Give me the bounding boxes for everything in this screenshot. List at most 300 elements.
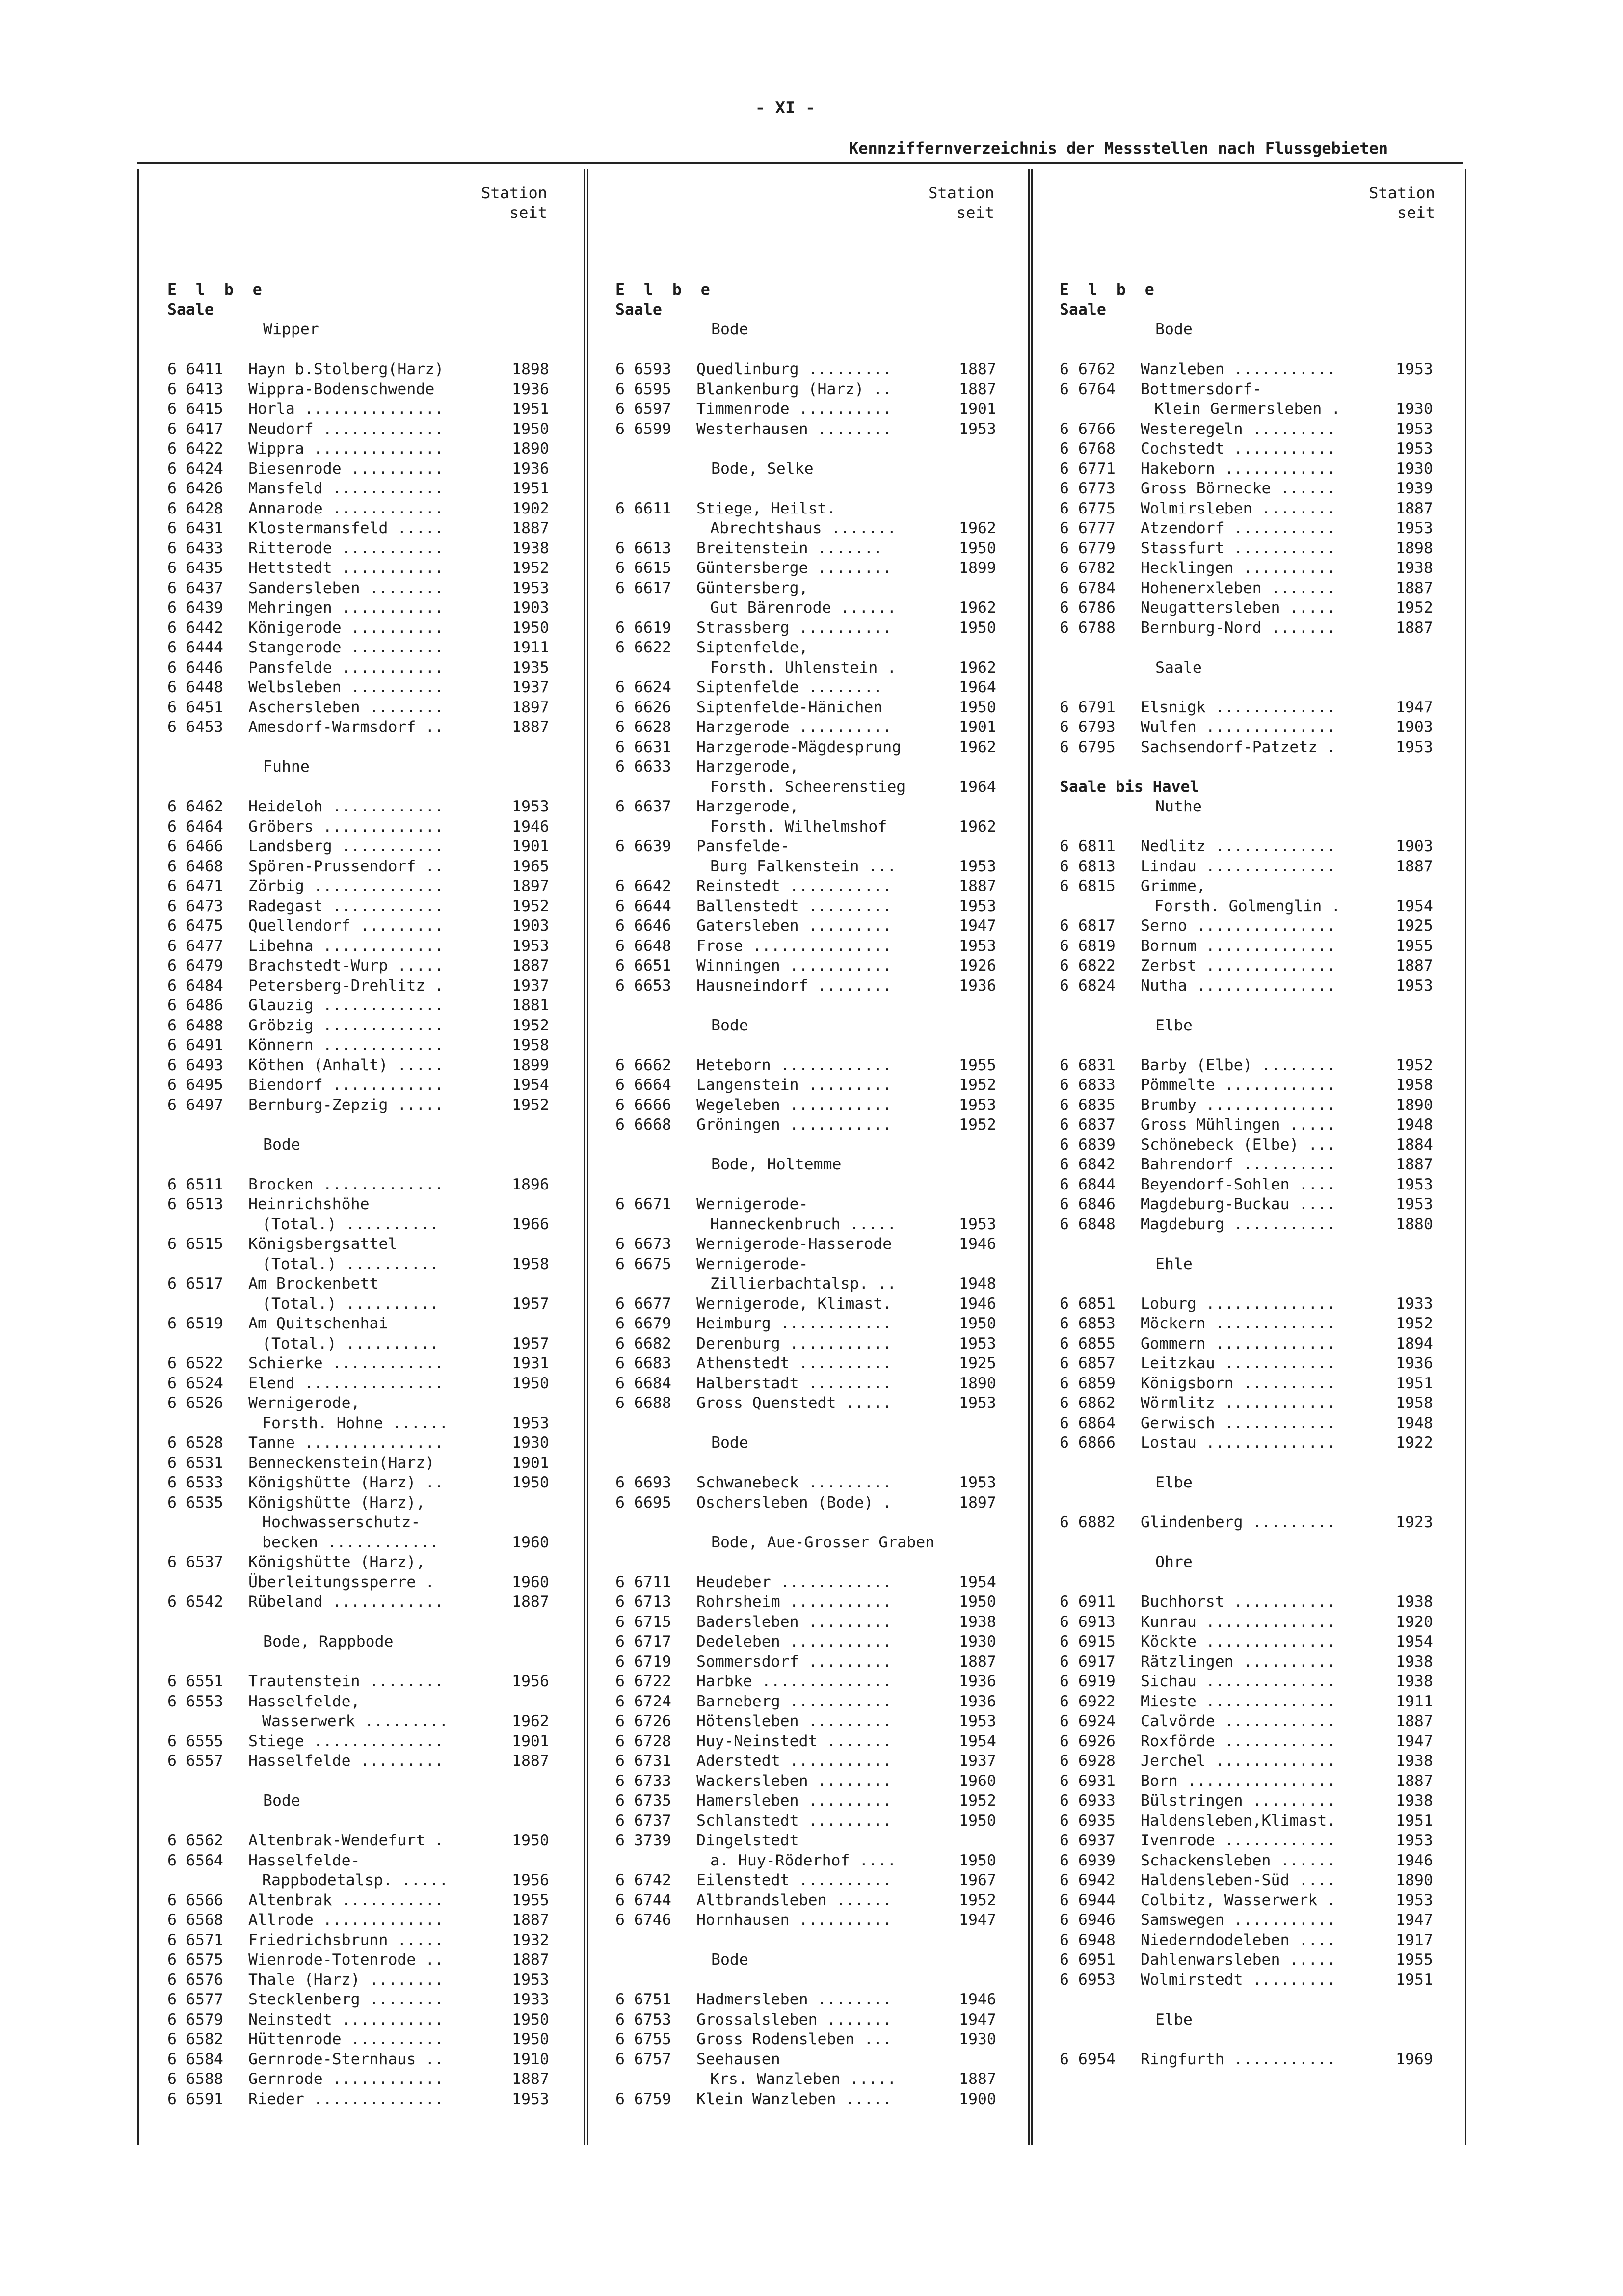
- station-code: 6 6931: [1060, 1772, 1116, 1790]
- station-since-year: 1925: [1396, 917, 1433, 935]
- station-row: [167, 1672, 566, 1692]
- station-row: [615, 1731, 1013, 1752]
- station-name: Neugattersleben .....: [1141, 599, 1336, 617]
- station-code: 6 6533: [167, 1474, 223, 1491]
- station-code: 6 6753: [615, 2010, 671, 2028]
- station-code: 6 6493: [167, 1056, 223, 1074]
- spacer: [615, 340, 1013, 360]
- station-since-year: 1962: [959, 599, 996, 617]
- station-row: [615, 1215, 1013, 1235]
- station-row: [167, 1334, 566, 1354]
- subbasin-heading: Bode: [711, 321, 748, 338]
- station-since-year: 1950: [959, 1811, 996, 1830]
- station-name: Sandersleben ........: [248, 579, 444, 597]
- station-row: [167, 2050, 566, 2070]
- station-row: [1060, 976, 1450, 996]
- station-since-year: 1887: [512, 1593, 549, 1611]
- station-code: [615, 598, 696, 618]
- station-row: [615, 1194, 1013, 1215]
- station-code: [167, 1413, 248, 1433]
- station-since-year: 1950: [512, 420, 549, 438]
- station-since-year: 1911: [512, 639, 549, 656]
- station-since-year: 1960: [512, 1533, 549, 1551]
- basin-heading: Saale: [615, 300, 662, 319]
- station-name: Serno ...............: [1141, 917, 1336, 935]
- station-since-year: 1938: [512, 539, 549, 557]
- station-code: 6 6764: [1060, 380, 1116, 398]
- station-row: [615, 1314, 1013, 1334]
- station-code: 6 6855: [1060, 1334, 1116, 1352]
- station-name: Köckte ..............: [1141, 1633, 1336, 1650]
- station-code: 6 6462: [167, 798, 223, 815]
- station-name: Bottmersdorf-: [1141, 380, 1262, 398]
- station-code: 6 6677: [615, 1295, 671, 1313]
- station-code: 6 6477: [167, 937, 223, 955]
- station-row: [167, 1970, 566, 1990]
- station-code: 6 6926: [1060, 1732, 1116, 1750]
- station-name: Forsth. Hohne ......: [262, 1414, 449, 1432]
- station-row: [167, 2010, 566, 2030]
- station-row: [1060, 837, 1450, 857]
- station-row: [167, 1413, 566, 1433]
- station-since-year: [506, 1552, 566, 1572]
- station-code: 6 6617: [615, 579, 671, 597]
- station-since-year: 1946: [959, 1295, 996, 1313]
- station-row: [1060, 1891, 1450, 1911]
- station-name: Sommersdorf .........: [696, 1652, 892, 1671]
- spacer: [167, 777, 566, 797]
- station-row: [1060, 618, 1450, 638]
- station-row: [1060, 1513, 1450, 1533]
- station-name: Harzgerode,: [696, 798, 799, 815]
- station-since-year: 1930: [512, 1434, 549, 1452]
- station-code: 6 6584: [167, 2050, 223, 2068]
- station-since-year: 1887: [959, 360, 996, 378]
- station-name: Calvörde ............: [1141, 1712, 1336, 1730]
- station-name: Rieder ..............: [248, 2090, 444, 2108]
- station-row: [615, 916, 1013, 936]
- station-row: [167, 1194, 566, 1215]
- station-row: [615, 1095, 1013, 1115]
- station-row: [1060, 876, 1450, 896]
- station-code: 6 6824: [1060, 976, 1116, 995]
- station-row: [615, 1672, 1013, 1692]
- spacer: [615, 996, 1013, 1016]
- spacer: [1060, 1533, 1450, 1553]
- station-code: 6 6919: [1060, 1673, 1116, 1690]
- station-row: [615, 2029, 1013, 2050]
- station-since-year: 1920: [1396, 1613, 1433, 1631]
- station-name: Forsth. Golmenglin .: [1154, 897, 1341, 915]
- station-code: 6 6633: [615, 758, 671, 776]
- station-code: 6 6731: [615, 1752, 671, 1770]
- station-row: [1060, 857, 1450, 877]
- station-since-year: 1910: [512, 2050, 549, 2068]
- station-since-year: 1953: [1396, 976, 1433, 995]
- station-code: 6 6475: [167, 917, 223, 935]
- station-row: [1060, 1652, 1450, 1672]
- station-since-year: 1952: [959, 1076, 996, 1094]
- station-code: 6 6771: [1060, 459, 1116, 478]
- station-since-year: [506, 1692, 566, 1712]
- station-code: 6 6644: [615, 897, 671, 915]
- station-name: Gröbzig .............: [248, 1016, 444, 1034]
- station-row: [167, 1473, 566, 1493]
- station-name: Wernigerode-: [696, 1255, 808, 1273]
- station-row: [1060, 419, 1450, 439]
- station-name: Siptenfelde-Hänichen: [696, 698, 883, 716]
- station-since-year: 1962: [959, 519, 996, 537]
- station-since-year: 1950: [512, 1474, 549, 1491]
- station-since-year: 1897: [512, 877, 549, 895]
- station-name: Wippra-Bodenschwende: [248, 380, 435, 398]
- station-name: Hasselfelde,: [248, 1692, 360, 1710]
- station-row: [167, 1891, 566, 1911]
- station-code: 6 6724: [615, 1692, 671, 1710]
- station-since-year: 1938: [1396, 559, 1433, 577]
- station-row: [1060, 1393, 1450, 1413]
- station-code: 6 6615: [615, 559, 671, 577]
- since-header: seit: [1397, 203, 1435, 222]
- station-row: [1060, 1155, 1450, 1175]
- station-since-year: [506, 1274, 566, 1294]
- station-code: 6 6497: [167, 1096, 223, 1114]
- station-name: Überleitungssperre .: [248, 1573, 435, 1591]
- station-code: 6 6784: [1060, 579, 1116, 597]
- station-code: 6 6566: [167, 1891, 223, 1909]
- station-row: [615, 797, 1013, 817]
- station-code: 6 6515: [167, 1235, 223, 1253]
- station-row: [615, 618, 1013, 638]
- station-row: [167, 797, 566, 817]
- station-since-year: [953, 837, 1013, 857]
- station-row: [167, 618, 566, 638]
- station-code: 6 6671: [615, 1195, 671, 1213]
- station-name: Wanzleben ...........: [1141, 360, 1336, 378]
- station-code: 6 6737: [615, 1811, 671, 1830]
- station-code: 6 6811: [1060, 837, 1116, 855]
- station-row: [167, 1533, 566, 1553]
- station-code: 6 6937: [1060, 1832, 1116, 1849]
- station-name: Heteborn ............: [696, 1056, 892, 1074]
- station-name: Langenstein .........: [696, 1076, 892, 1094]
- spacer: [167, 1115, 566, 1135]
- station-since-year: [506, 1851, 566, 1871]
- station-name: Wörmlitz ............: [1141, 1394, 1336, 1412]
- station-code: 6 6495: [167, 1076, 223, 1094]
- station-code: 6 6551: [167, 1673, 223, 1690]
- spacer: [167, 340, 566, 360]
- station-row: [1060, 518, 1450, 539]
- station-code: 6 6684: [615, 1374, 671, 1392]
- station-name: Siptenfelde,: [696, 639, 808, 656]
- station-name: Klein Germersleben .: [1154, 400, 1341, 418]
- station-since-year: 1953: [512, 2090, 549, 2108]
- station-since-year: 1960: [512, 1573, 549, 1591]
- station-since-year: 1938: [1396, 1752, 1433, 1770]
- station-since-year: 1946: [959, 1991, 996, 2008]
- station-name: Magdeburg ...........: [1141, 1215, 1336, 1233]
- station-name: Gatersleben .........: [696, 917, 892, 935]
- station-name: Köthen (Anhalt) .....: [248, 1056, 444, 1074]
- station-since-year: 1947: [1396, 1911, 1433, 1929]
- station-code: 6 6946: [1060, 1911, 1116, 1929]
- station-row: [1060, 1413, 1450, 1433]
- station-code: 6 6464: [167, 817, 223, 836]
- station-since-year: 1950: [512, 2010, 549, 2028]
- station-row: [615, 757, 1013, 777]
- station-name: Mieste ..............: [1141, 1692, 1336, 1710]
- station-name: Ritterode ...........: [248, 539, 444, 557]
- station-code: 6 6528: [167, 1434, 223, 1452]
- station-code: 6 6751: [615, 1991, 671, 2008]
- station-since-year: 1887: [1396, 499, 1433, 517]
- station-since-year: 1903: [1396, 718, 1433, 736]
- station-row: [167, 1851, 566, 1871]
- station-row: [1060, 1791, 1450, 1811]
- station-name: Wernigerode-Hasserode: [696, 1235, 892, 1253]
- station-code: 6 6535: [167, 1493, 223, 1512]
- station-row: [615, 1493, 1013, 1513]
- station-code: 6 6788: [1060, 619, 1116, 637]
- station-name: Magdeburg-Buckau ....: [1141, 1195, 1336, 1213]
- basin-heading: Saale bis Havel: [1060, 778, 1199, 796]
- station-since-year: 1953: [1396, 1175, 1433, 1193]
- station-since-year: 1950: [959, 539, 996, 557]
- station-since-year: 1952: [512, 1096, 549, 1114]
- station-code: 6 6766: [1060, 420, 1116, 438]
- station-row: [615, 1234, 1013, 1254]
- station-row: [167, 419, 566, 439]
- station-name: Westerhausen ........: [696, 420, 892, 438]
- station-name: Sachsendorf-Patzetz .: [1141, 738, 1336, 756]
- station-since-year: 1956: [512, 1871, 549, 1889]
- station-name: (Total.) ..........: [262, 1255, 439, 1273]
- station-name: Thale (Harz) ........: [248, 1971, 444, 1989]
- station-code: 6 6735: [615, 1792, 671, 1810]
- station-row: [1060, 698, 1450, 718]
- station-code: 6 6951: [1060, 1951, 1116, 1969]
- station-row: [615, 1791, 1013, 1811]
- station-code: 6 6695: [615, 1493, 671, 1512]
- station-code: 6 6682: [615, 1334, 671, 1352]
- subbasin-heading: Bode: [1155, 321, 1193, 338]
- station-since-year: 1937: [512, 678, 549, 696]
- station-row: [615, 1771, 1013, 1791]
- station-since-year: 1953: [1396, 1891, 1433, 1909]
- station-code: [1060, 399, 1141, 419]
- station-row: [1060, 558, 1450, 578]
- station-row: [615, 857, 1013, 877]
- station-since-year: 1951: [1396, 1374, 1433, 1392]
- station-since-year: 1917: [1396, 1931, 1433, 1949]
- station-code: 6 6579: [167, 2010, 223, 2028]
- station-name: Altenbrak-Wendefurt .: [248, 1832, 444, 1849]
- station-name: becken ............: [262, 1533, 439, 1551]
- station-row: [167, 518, 566, 539]
- station-name: Biendorf ............: [248, 1076, 444, 1094]
- station-name: Mansfeld ............: [248, 480, 444, 497]
- station-since-year: 1932: [512, 1931, 549, 1949]
- station-name: Barby (Elbe) ........: [1141, 1056, 1336, 1074]
- station-row: [167, 1215, 566, 1235]
- spacer: [615, 439, 1013, 459]
- station-name: Gross Quenstedt .....: [696, 1394, 892, 1412]
- spacer: [615, 1970, 1013, 1990]
- station-row: [167, 1950, 566, 1970]
- station-since-year: 1946: [1396, 1851, 1433, 1869]
- station-row: [615, 1075, 1013, 1095]
- station-since-year: 1946: [512, 817, 549, 836]
- station-since-year: 1953: [1396, 738, 1433, 756]
- station-since-year: 1930: [1396, 400, 1433, 418]
- station-row: [167, 896, 566, 917]
- station-since-year: 1953: [959, 1334, 996, 1352]
- station-code: [615, 658, 696, 678]
- station-since-year: 1953: [1396, 1195, 1433, 1213]
- station-code: 6 6562: [167, 1832, 223, 1849]
- station-since-year: 1903: [1396, 837, 1433, 855]
- table-right-rule: [1465, 169, 1466, 2145]
- station-code: 6 6779: [1060, 539, 1116, 557]
- river-heading: E l b e: [1060, 281, 1159, 298]
- station-code: 6 6597: [615, 400, 671, 418]
- subbasin-heading: Bode, Aue-Grosser Graben: [711, 1533, 935, 1551]
- station-since-year: 1950: [512, 1832, 549, 1849]
- station-row: [1060, 1811, 1450, 1831]
- spacer: [1060, 1274, 1450, 1294]
- station-code: 6 6413: [167, 380, 223, 398]
- station-since-year: 1952: [1396, 599, 1433, 617]
- station-since-year: 1965: [512, 857, 549, 875]
- subbasin-heading: Saale: [1155, 658, 1202, 676]
- station-row: [167, 638, 566, 658]
- station-name: Derenburg ...........: [696, 1334, 892, 1352]
- station-since-year: 1950: [959, 698, 996, 716]
- station-code: [167, 1215, 248, 1235]
- station-row: [1060, 1175, 1450, 1195]
- station-row: [167, 1910, 566, 1930]
- station-since-year: 1954: [959, 1573, 996, 1591]
- station-since-year: 1954: [1396, 897, 1433, 915]
- station-code: [615, 777, 696, 797]
- station-row: [615, 698, 1013, 718]
- station-name: Nutha ...............: [1141, 976, 1336, 995]
- since-header: seit: [956, 203, 994, 222]
- station-name: Welbsleben ..........: [248, 678, 444, 696]
- station-row: [167, 1095, 566, 1115]
- station-name: Niederndodeleben ....: [1141, 1931, 1336, 1949]
- station-code: [615, 2069, 696, 2089]
- station-since-year: 1953: [959, 1712, 996, 1730]
- station-code: 6 6517: [167, 1275, 223, 1293]
- station-name: Stiege ..............: [248, 1732, 444, 1750]
- subbasin-heading: Nuthe: [1155, 798, 1202, 815]
- station-name: Am Brockenbett: [248, 1275, 379, 1293]
- station-row: [615, 1870, 1013, 1891]
- station-name: Haldensleben,Klimast.: [1141, 1811, 1336, 1830]
- station-code: 6 6642: [615, 877, 671, 895]
- station-row: [167, 598, 566, 618]
- station-since-year: 1887: [512, 1752, 549, 1770]
- station-name: Gross Rodensleben ...: [696, 2030, 892, 2048]
- station-code: 6 6882: [1060, 1513, 1116, 1531]
- station-row: [615, 1353, 1013, 1374]
- station-row: [1060, 1334, 1450, 1354]
- station-row: [167, 2069, 566, 2089]
- station-name: Wippra ..............: [248, 440, 444, 458]
- station-name: Königsbergsattel: [248, 1235, 398, 1253]
- station-name: Born ................: [1141, 1772, 1336, 1790]
- station-name: Cochstedt ...........: [1141, 440, 1336, 458]
- station-name: Roxförde ............: [1141, 1732, 1336, 1750]
- station-since-year: 1957: [512, 1295, 549, 1313]
- basin-heading: Saale: [167, 300, 214, 319]
- station-row: [615, 1374, 1013, 1394]
- station-since-year: 1884: [1396, 1135, 1433, 1154]
- station-name: Forsth. Scheerenstieg: [710, 778, 906, 796]
- station-since-year: 1951: [512, 400, 549, 418]
- station-row: [167, 359, 566, 379]
- station-name: Schönebeck (Elbe) ...: [1141, 1135, 1336, 1154]
- station-code: 6 6948: [1060, 1931, 1116, 1949]
- station-name: Klostermansfeld .....: [248, 519, 444, 537]
- station-code: 6 6768: [1060, 440, 1116, 458]
- subbasin-heading: Bode: [263, 1135, 300, 1154]
- spacer: [1060, 1035, 1450, 1055]
- station-since-year: 1953: [959, 897, 996, 915]
- station-name: Königshütte (Harz),: [248, 1553, 426, 1571]
- station-row: [167, 1016, 566, 1036]
- station-since-year: 1898: [512, 360, 549, 378]
- station-row: [615, 419, 1013, 439]
- station-since-year: 1958: [1396, 1394, 1433, 1412]
- station-since-year: 1897: [512, 698, 549, 716]
- station-name: Biesenrode ..........: [248, 459, 444, 478]
- station-name: Leitzkau ............: [1141, 1354, 1336, 1372]
- station-since-year: 1962: [959, 738, 996, 756]
- station-row: [167, 1572, 566, 1593]
- station-list: [1060, 280, 1450, 2069]
- station-code: 6 6628: [615, 718, 671, 736]
- station-row: [615, 598, 1013, 618]
- station-code: 6 6537: [167, 1553, 223, 1571]
- station-name: Hayn b.Stolberg(Harz): [248, 360, 444, 378]
- station-name: Hötensleben .........: [696, 1712, 892, 1730]
- station-since-year: [953, 1831, 1013, 1851]
- station-code: 6 6588: [167, 2070, 223, 2088]
- station-row: [615, 1910, 1013, 1930]
- subbasin-heading: Bode: [263, 1792, 300, 1810]
- station-row: [615, 1334, 1013, 1354]
- station-code: 6 6819: [1060, 937, 1116, 955]
- station-code: 6 6675: [615, 1255, 671, 1273]
- station-code: 6 6473: [167, 897, 223, 915]
- station-since-year: [953, 1254, 1013, 1274]
- station-code: 6 6786: [1060, 599, 1116, 617]
- station-row: [1060, 1433, 1450, 1453]
- station-since-year: 1953: [959, 1215, 996, 1233]
- station-since-year: 1903: [512, 599, 549, 617]
- station-code: 6 6722: [615, 1673, 671, 1690]
- station-since-year: 1953: [512, 579, 549, 597]
- station-row: [1060, 1075, 1450, 1095]
- station-name: Trautenstein ........: [248, 1673, 444, 1690]
- table-top-rule: [137, 162, 1463, 164]
- station-row: [1060, 896, 1450, 917]
- station-code: [615, 857, 696, 877]
- station-name: Colbitz, Wasserwerk .: [1141, 1891, 1336, 1909]
